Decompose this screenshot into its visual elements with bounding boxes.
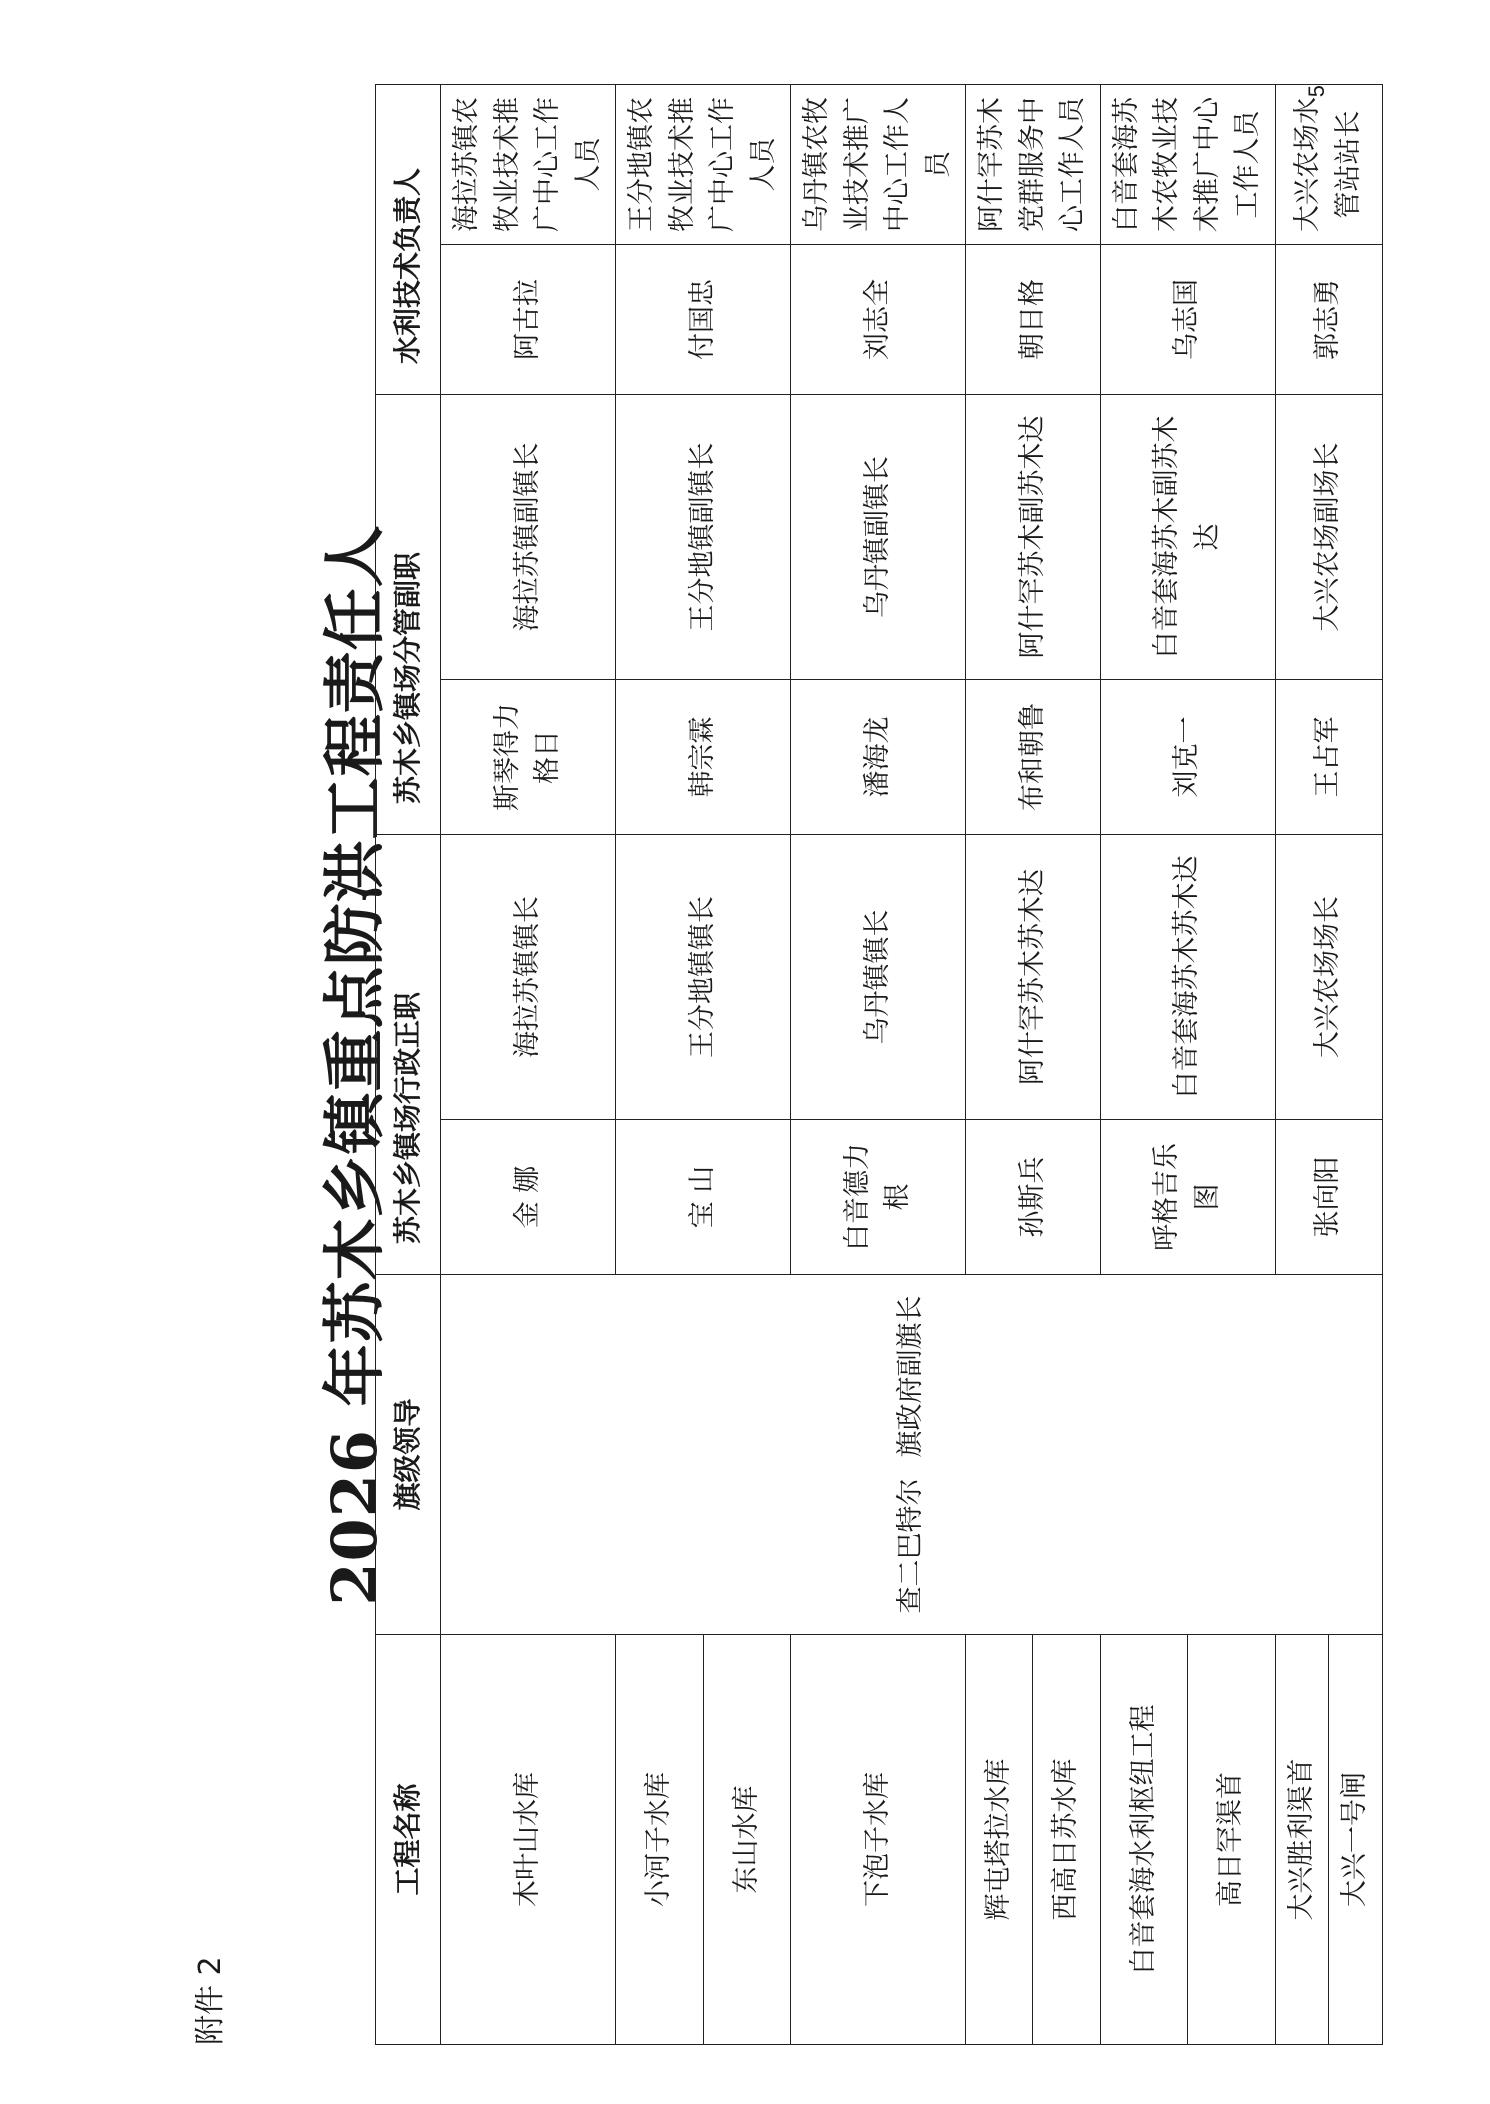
chief-name: 金 娜 [441,1120,616,1275]
tech-name: 朝日格 [966,244,1101,394]
county-leader-cell [441,1275,1383,1635]
project-name: 木叶山水库 [441,1635,616,2045]
project-name: 小河子水库 [616,1635,704,2045]
deputy-title: 乌丹镇副镇长 [791,394,966,679]
tech-name: 阿古拉 [441,244,616,394]
chief-title: 乌丹镇镇长 [791,834,966,1119]
chief-name: 张向阳 [1275,1120,1382,1275]
deputy-name: 布和朝鲁 [966,679,1101,834]
header-project: 工程名称 [376,1635,441,2045]
chief-name: 呼格吉乐图 [1100,1120,1275,1275]
responsibility-table [375,84,1383,2045]
table-row [441,84,616,2044]
deputy-name: 斯琴得力格日 [441,679,616,834]
header-admin-chief: 苏木乡镇场行政正职 [376,834,441,1274]
project-name: 西高日苏水库 [1033,1635,1100,2045]
project-name: 大兴一号闸 [1329,1635,1383,2045]
chief-title: 阿什罕苏木苏木达 [966,834,1101,1119]
deputy-title: 王分地镇副镇长 [616,394,791,679]
project-name: 辉屯塔拉水库 [966,1635,1033,2045]
chief-name: 宝 山 [616,1120,791,1275]
project-name: 东山水库 [703,1635,791,2045]
project-name: 下泡子水库 [791,1635,966,2045]
deputy-name: 刘克一 [1100,679,1275,834]
table-row [616,84,704,2044]
deputy-title: 白音套海苏木副苏木达 [1100,394,1275,679]
tech-title: 王分地镇农牧业技术推广中心工作人员 [616,84,791,244]
header-water-tech: 水利技术负责人 [376,84,441,394]
tech-name: 乌志国 [1100,244,1275,394]
tech-title: 大兴农场水管站站长 [1275,84,1382,244]
table-row [791,84,966,2044]
page-number: 5 [1304,85,1329,98]
rotated-page [185,85,1370,2045]
deputy-name: 韩宗霖 [616,679,791,834]
deputy-name: 潘海龙 [791,679,966,834]
page-title: 2026 年苏木乡镇重点防洪工程责任人 [318,524,391,1606]
deputy-name: 王占军 [1275,679,1382,834]
chief-title: 海拉苏镇镇长 [441,834,616,1119]
project-name: 白音套海水利枢纽工程 [1100,1635,1188,2045]
deputy-title: 海拉苏镇副镇长 [441,394,616,679]
chief-title: 白音套海苏木苏木达 [1100,834,1275,1119]
tech-title: 乌丹镇农牧业技术推广中心工作人员 [791,84,966,244]
tech-name: 刘志全 [791,244,966,394]
leader-name: 查二巴特尔 [895,1478,926,1614]
header-deputy: 苏木乡镇场分管副职 [376,394,441,834]
header-row [376,84,441,2044]
table-row [1275,84,1329,2044]
tech-title: 海拉苏镇农牧业技术推广中心工作人员 [441,84,616,244]
chief-title: 王分地镇镇长 [616,834,791,1119]
tech-name: 郭志勇 [1275,244,1382,394]
deputy-title: 阿什罕苏木副苏木达 [966,394,1101,679]
project-name: 高日罕渠首 [1188,1635,1276,2045]
tech-name: 付国忠 [616,244,791,394]
tech-title: 阿什罕苏木党群服务中心工作人员 [966,84,1101,244]
table-row [1100,84,1188,2044]
chief-title: 大兴农场场长 [1275,834,1382,1119]
table-row [966,84,1033,2044]
attachment-label: 附件 2 [193,1956,228,2045]
project-name: 大兴胜利渠首 [1275,1635,1329,2045]
chief-name: 孙斯兵 [966,1120,1101,1275]
leader-title: 旗政府副旗长 [895,1295,926,1458]
header-leader: 旗级领导 [376,1275,441,1635]
chief-name: 白音德力根 [791,1120,966,1275]
deputy-title: 大兴农场副场长 [1275,394,1382,679]
tech-title: 白音套海苏木农牧业技术推广中心工作人员 [1100,84,1275,244]
